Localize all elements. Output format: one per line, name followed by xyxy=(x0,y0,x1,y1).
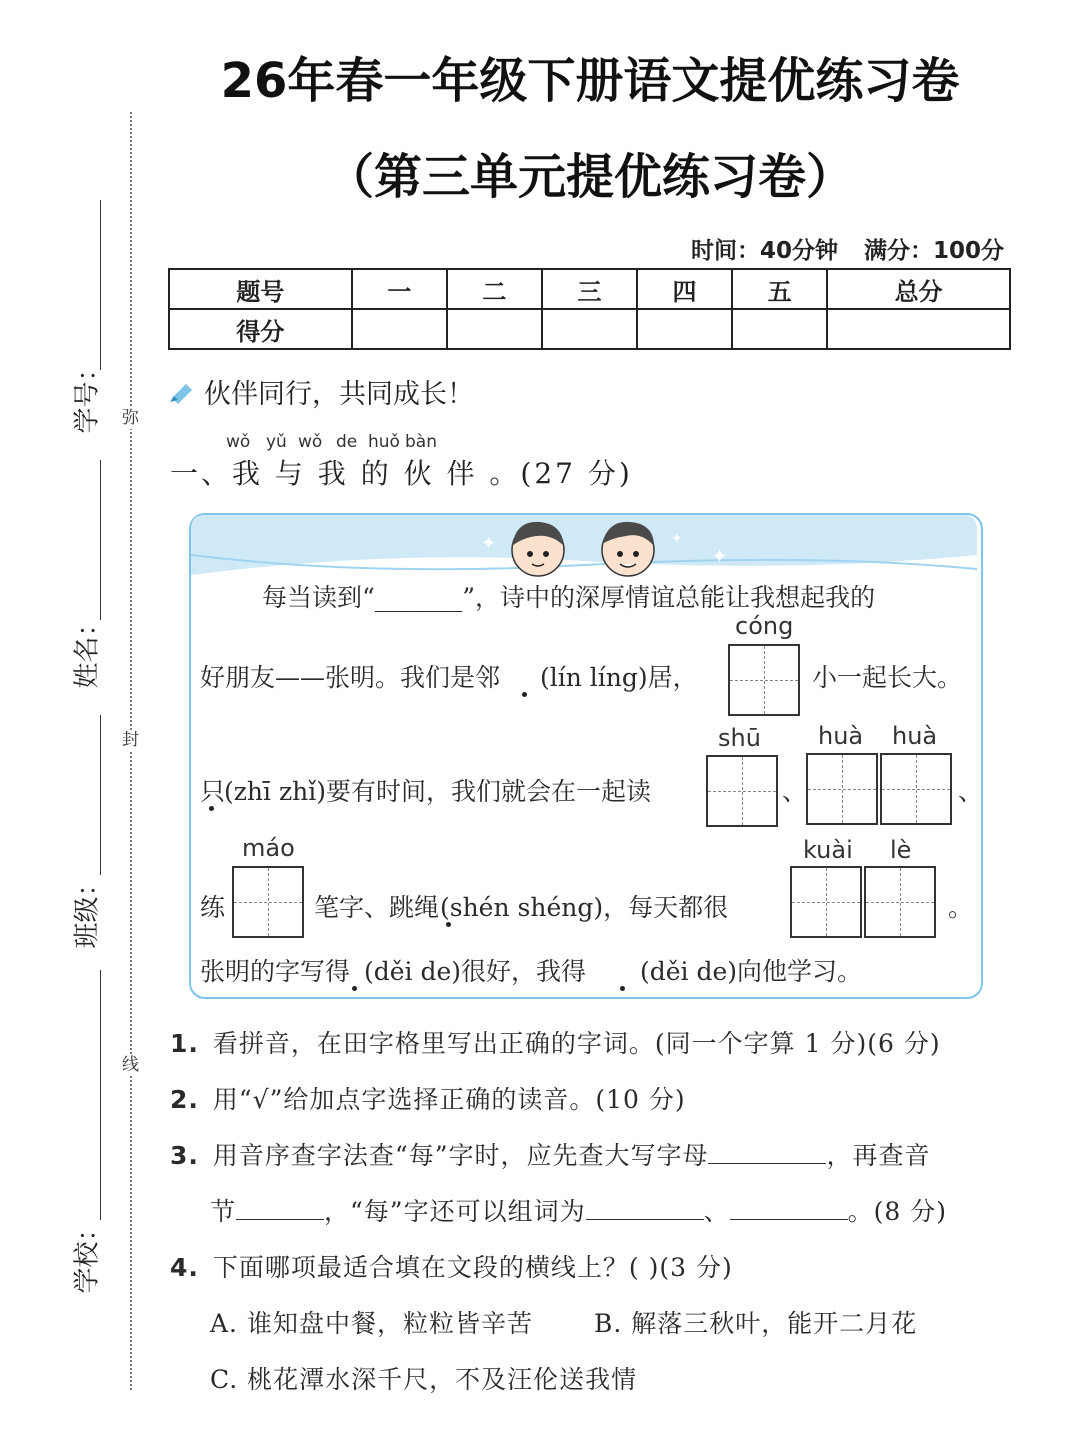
score-header-cell: 总分 xyxy=(827,269,1010,309)
score-table xyxy=(168,268,1011,350)
pinyin-cong: cóng xyxy=(735,612,794,640)
tianzige-kuai[interactable] xyxy=(790,866,862,938)
tianzige-hua-2[interactable] xyxy=(880,753,952,825)
score-header-cell: 二 xyxy=(447,269,542,309)
school-line[interactable] xyxy=(100,970,101,1220)
pinyin-mao: máo xyxy=(242,834,295,862)
question-2 xyxy=(170,1080,686,1116)
passage-line-5b: (děi de)很好，我得 xyxy=(364,957,587,986)
passage-line-3a: 只 xyxy=(200,777,226,806)
binding-char-feng: 封 xyxy=(122,730,139,750)
score-cell[interactable] xyxy=(827,309,1010,349)
tianzige-cong[interactable] xyxy=(728,644,800,716)
name-label: 姓名： xyxy=(72,610,103,689)
pinyin-yu: yǔ xyxy=(266,432,287,452)
score-table-score-row xyxy=(169,309,1010,349)
time-label: 时间：40分钟 xyxy=(690,238,838,264)
svg-text:✦: ✦ xyxy=(671,531,683,547)
name-line[interactable] xyxy=(100,460,101,620)
page-subtitle: （第三单元提优练习卷） xyxy=(325,149,854,205)
tianzige-shu[interactable] xyxy=(706,755,778,827)
score-table-header-row xyxy=(169,269,1010,309)
section-title: 一、我 与 我 的 伙 伴 。(27 分) xyxy=(170,457,633,490)
question-1 xyxy=(170,1024,941,1060)
svg-text:✦: ✦ xyxy=(481,533,497,554)
tianzige-mao[interactable] xyxy=(232,866,304,938)
passage-line-3b: (zhī zhǐ)要有时间，我们就会在一起读 xyxy=(224,777,651,806)
score-header-cell: 题号 xyxy=(169,269,352,309)
question-text: 。(8 分) xyxy=(847,1197,947,1226)
emphasis-dot xyxy=(209,806,214,811)
option-a[interactable]: A. 谁知盘中餐，粒粒皆辛苦 xyxy=(210,1309,533,1338)
question-number: 1. xyxy=(170,1029,199,1058)
tianzige-le[interactable] xyxy=(864,866,936,938)
question-text: 节 xyxy=(210,1197,237,1226)
answer-blank-syllable[interactable] xyxy=(236,1197,324,1220)
full-score-label: 满分：100分 xyxy=(863,238,1004,264)
pinyin-le: lè xyxy=(890,836,912,864)
binding-dotted-line xyxy=(130,112,132,1390)
passage-line-2b: (lín líng)居， xyxy=(540,663,698,692)
separator-1: 、 xyxy=(782,777,808,806)
pinyin-hua-2: huà xyxy=(892,722,938,750)
passage-line-1: 每当读到“_______”，诗中的深厚情谊总能让我想起我的 xyxy=(262,583,876,612)
separator-2: 、 xyxy=(958,777,984,806)
emphasis-dot xyxy=(522,692,527,697)
question-number: 2. xyxy=(170,1085,199,1114)
score-row-label: 得分 xyxy=(169,309,352,349)
question-number: 3. xyxy=(170,1141,199,1170)
passage-line-5a: 张明的字写得 xyxy=(200,957,351,986)
option-b[interactable]: B. 解落三秋叶，能开二月花 xyxy=(594,1309,918,1338)
question-text: 用“√”给加点字选择正确的读音。(10 分) xyxy=(212,1085,686,1114)
section-motto: 伙伴同行，共同成长！ xyxy=(204,379,474,410)
question-3 xyxy=(170,1136,931,1172)
tianzige-hua-1[interactable] xyxy=(806,753,878,825)
passage-line-4a: 练 xyxy=(200,893,226,922)
cartoon-kids-icon xyxy=(500,512,670,582)
passage-line-2a: 好朋友——张明。我们是邻 xyxy=(200,663,501,692)
question-text: 下面哪项最适合填在文段的横线上？( )(3 分) xyxy=(212,1253,733,1282)
pinyin-kuai: kuài xyxy=(803,836,853,864)
pinyin-wo1: wǒ xyxy=(226,432,251,452)
passage-line-4d: 。 xyxy=(948,893,974,922)
answer-blank-letter[interactable] xyxy=(708,1141,826,1164)
class-label: 班级： xyxy=(72,870,103,949)
pinyin-huo: huǒ xyxy=(368,432,400,452)
passage-line-5c: (děi de)向他学习。 xyxy=(640,957,863,986)
binding-char-xian: 线 xyxy=(122,1055,139,1075)
emphasis-dot xyxy=(352,986,357,991)
score-cell[interactable] xyxy=(542,309,637,349)
score-header-cell: 三 xyxy=(542,269,637,309)
pinyin-ban: bàn xyxy=(405,432,437,452)
student-id-label: 学号： xyxy=(72,355,103,434)
score-cell[interactable] xyxy=(637,309,732,349)
question-text: ，再查音 xyxy=(826,1141,931,1170)
score-header-cell: 一 xyxy=(352,269,447,309)
score-cell[interactable] xyxy=(352,309,447,349)
page-title: 26年春一年级下册语文提优练习卷 xyxy=(220,53,960,109)
svg-text:✦: ✦ xyxy=(711,544,728,568)
exam-meta xyxy=(691,232,1004,265)
score-header-cell: 四 xyxy=(637,269,732,309)
question-text: 用音序查字法查“每”字时，应先查大写字母 xyxy=(212,1141,709,1170)
question-text: 、 xyxy=(703,1197,730,1226)
pinyin-wo2: wǒ xyxy=(298,432,323,452)
passage-line-4b: 笔字、跳绳 xyxy=(314,893,440,922)
student-id-line[interactable] xyxy=(100,200,101,370)
option-c[interactable]: C. 桃花潭水深千尺，不及汪伦送我情 xyxy=(210,1365,638,1394)
school-label: 学校： xyxy=(72,1215,103,1294)
question-3-cont xyxy=(210,1192,947,1228)
question-4 xyxy=(170,1248,733,1284)
answer-blank-word-2[interactable] xyxy=(730,1197,848,1220)
pinyin-shu: shū xyxy=(718,724,761,752)
answer-blank-word-1[interactable] xyxy=(586,1197,704,1220)
emphasis-dot xyxy=(620,986,625,991)
passage-line-4c: (shén shéng)，每天都很 xyxy=(440,893,729,922)
pinyin-hua-1: huà xyxy=(818,722,864,750)
pinyin-de: de xyxy=(336,432,358,452)
class-line[interactable] xyxy=(100,715,101,875)
score-cell[interactable] xyxy=(732,309,827,349)
score-cell[interactable] xyxy=(447,309,542,349)
pencil-icon xyxy=(168,378,196,404)
question-number: 4. xyxy=(170,1253,199,1282)
question-text: ，“每”字还可以组词为 xyxy=(324,1197,586,1226)
passage-line-2c: 小一起长大。 xyxy=(812,663,963,692)
score-header-cell: 五 xyxy=(732,269,827,309)
question-text: 看拼音，在田字格里写出正确的字词。(同一个字算 1 分)(6 分) xyxy=(212,1029,941,1058)
binding-char-mi: 弥 xyxy=(122,408,139,428)
